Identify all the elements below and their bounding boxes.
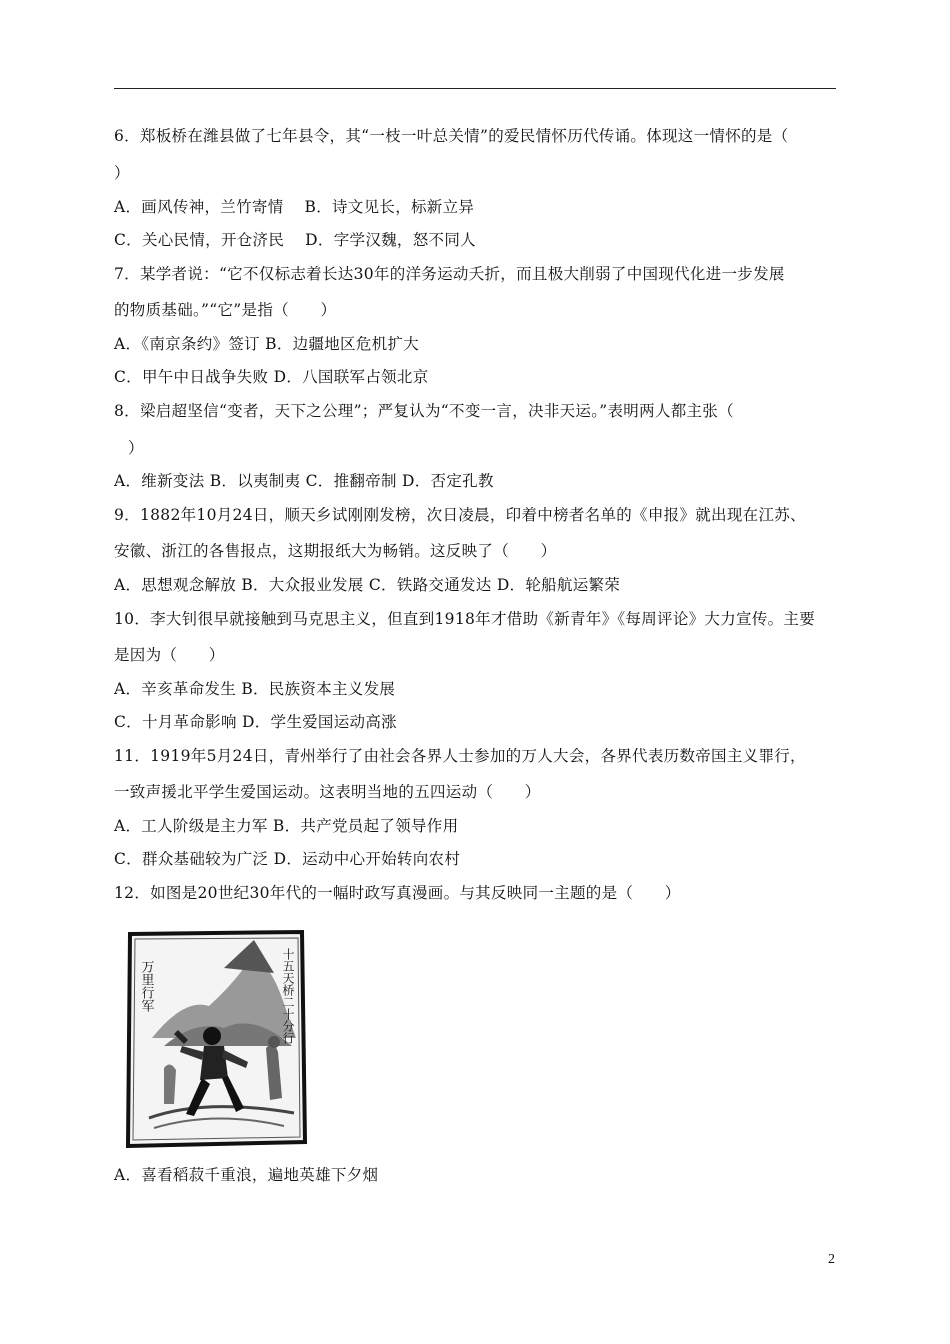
cartoon-figure [124,928,310,1150]
q7-option-line-2: C．甲午中日战争失败 D．八国联军占领北京 [114,368,429,386]
q10-option-line-2: C．十月革命影响 D．学生爱国运动高涨 [114,713,397,731]
header-rule [114,88,836,89]
q6-option-line-2: C．关心民情，开仓济民 D．字学汉魏，怒不同人 [114,231,476,249]
page-number: 2 [828,1252,835,1267]
q6-option-line-1: A．画风传神，兰竹寄情 B．诗文见长，标新立异 [114,198,475,216]
q10-option-line-1: A．辛亥革命发生 B．民族资本主义发展 [114,680,396,698]
q6-stem-line-2: ） [114,164,130,182]
q11-stem-line-2: 一致声援北平学生爱国运动。这表明当地的五四运动（ ） [114,783,541,801]
q9-stem-line-2: 安徽、浙江的各售报点，这期报纸大为畅销。这反映了（ ） [114,542,557,560]
q7-stem-line-2: 的物质基础。”“它”是指（ ） [114,301,337,319]
inscription-right: 十五天桥二十分行 [281,948,295,1044]
q11-option-line-1: A．工人阶级是主力军 B．共产党员起了领导作用 [114,817,459,835]
q8-stem-line-2: ） [128,439,144,457]
q11-option-line-2: C．群众基础较为广泛 D．运动中心开始转向农村 [114,850,461,868]
inscription-left: 万里行军 [138,960,154,1012]
q8-option-line-1: A．维新变法 B．以夷制夷 C．推翻帝制 D．否定孔教 [114,472,494,490]
q9-option-line-1: A．思想观念解放 B．大众报业发展 C．铁路交通发达 D．轮船航运繁荣 [114,576,621,594]
q10-stem-line-1: 10．李大钊很早就接触到马克思主义，但直到1918年才借助《新青年》《每周评论》大力宣传。主要 [114,610,816,628]
q7-stem-line-1: 7．某学者说：“它不仅标志着长达30年的洋务运动夭折，而且极大削弱了中国现代化进一步发展 [114,265,785,283]
q12-option-line-1: A．喜看稻菽千重浪，遍地英雄下夕烟 [114,1166,379,1184]
q9-stem-line-1: 9．1882年10月24日，顺天乡试刚刚发榜，次日凌晨，印着中榜者名单的《申报》就出现在江苏、 [114,506,806,524]
q7-option-line-1: A．《南京条约》签订 B．边疆地区危机扩大 [114,335,420,353]
q6-stem-line-1: 6．郑板桥在潍县做了七年县令，其“一枝一叶总关情”的爱民情怀历代传诵。体现这一情怀的是（ [114,127,789,145]
q11-stem-line-1: 11．1919年5月24日，青州举行了由社会各界人士参加的万人大会，各界代表历数帝国主义罪行， [114,747,806,765]
cartoon-image [124,928,310,1150]
q8-stem-line-1: 8．梁启超坚信“变者，天下之公理”；严复认为“不变一言，决非天运。”表明两人都主张（ [114,402,734,420]
q10-stem-line-2: 是因为（ ） [114,646,225,664]
q12-stem-line-1: 12．如图是20世纪30年代的一幅时政写真漫画。与其反映同一主题的是（ ） [114,884,681,902]
